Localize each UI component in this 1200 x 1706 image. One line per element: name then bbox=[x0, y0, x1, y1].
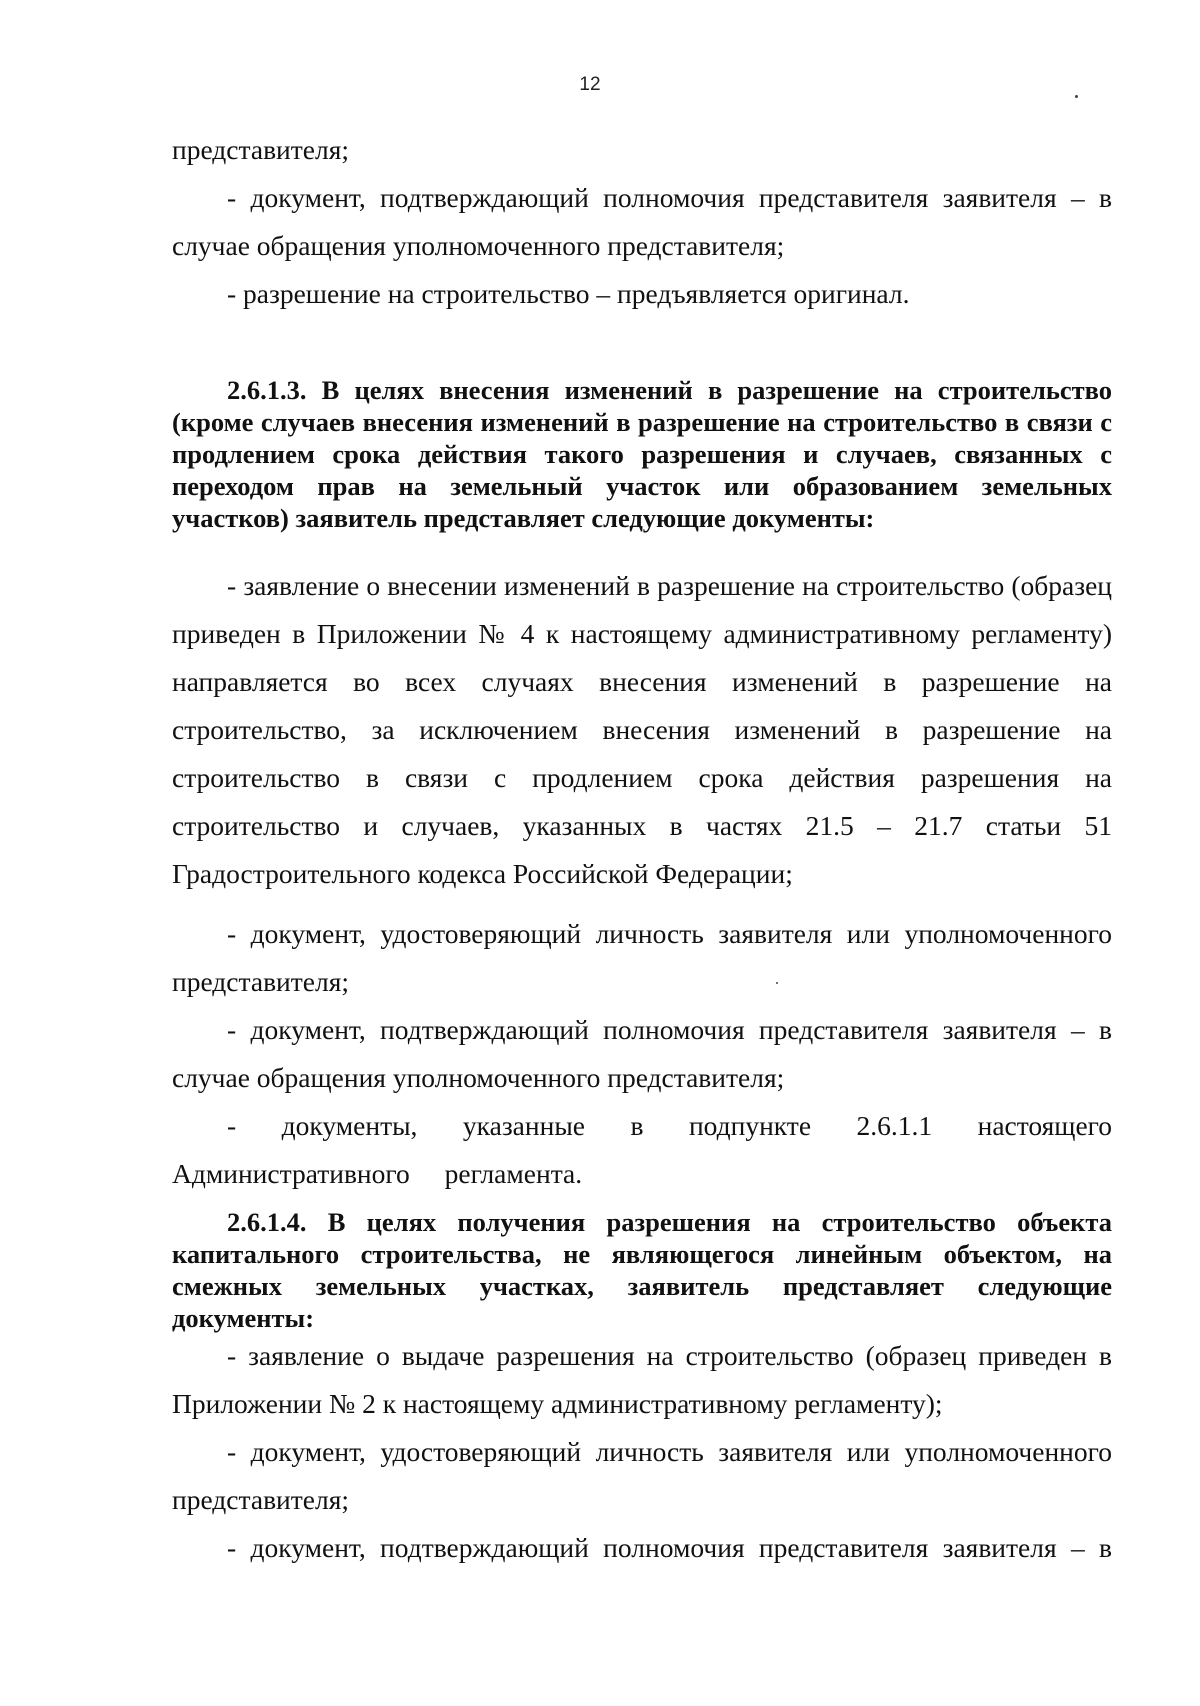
scan-speck bbox=[1075, 95, 1078, 98]
paragraph-authority-document-2: - документ, подтверждающий полномочия представителя заявителя – в случае обращения уполномоченного представителя; bbox=[172, 1014, 1112, 1093]
paragraph-amendment-application: - заявление о внесении изменений в разрешение на строительство (образец приведен в Приложении № 4 к настоящему административному регламенту) направляется во всех случаях внесения изменений в разрешение на строительство, за исключением внесения изменений в разрешение на строительство в связи с продлением срока действия разрешения на строительство и случаев, указанных в частях 21.5 – 21.7 статьи 51 Градостроительного кодекса Российской Федерации; bbox=[172, 570, 1112, 889]
paragraph-permit-application: - заявление о выдаче разрешения на строительство (образец приведен в Приложении № 2 к настоящему административному регламенту); bbox=[172, 1340, 1112, 1419]
paragraph-documents-reference: - документы, указанные в подпункте 2.6.1.1 настоящего Административного регламента. bbox=[172, 1110, 1112, 1189]
section-heading-2-6-1-4: 2.6.1.4. В целях получения разрешения на строительство объекта капитального строительства, не являющегося линейным объектом, на смежных земельных участках, заявитель представляет следующие документы: bbox=[172, 1207, 1112, 1333]
paragraph-representative: представителя; bbox=[172, 134, 350, 165]
page-number: 12 bbox=[579, 74, 601, 95]
paragraph-authority-document-3: - документ, подтверждающий полномочия представителя заявителя – в bbox=[227, 1532, 1112, 1563]
paragraph-construction-permit: - разрешение на строительство – предъявляется оригинал. bbox=[227, 278, 910, 309]
paragraph-identity-document: - документ, удостоверяющий личность заявителя или уполномоченного представителя; bbox=[172, 918, 1112, 997]
paragraph-authority-document: - документ, подтверждающий полномочия представителя заявителя – в случае обращения уполномоченного представителя; bbox=[172, 182, 1112, 261]
paragraph-identity-document-2: - документ, удостоверяющий личность заявителя или уполномоченного представителя; bbox=[172, 1436, 1112, 1515]
section-heading-2-6-1-3: 2.6.1.3. В целях внесения изменений в разрешение на строительство (кроме случаев внесения изменений в разрешение на строительство в связи с продлением срока действия такого разрешения и случаев, связанных с переходом прав на земельный участок или образованием земельных участков) заявитель представляет следующие документы: bbox=[172, 375, 1112, 533]
